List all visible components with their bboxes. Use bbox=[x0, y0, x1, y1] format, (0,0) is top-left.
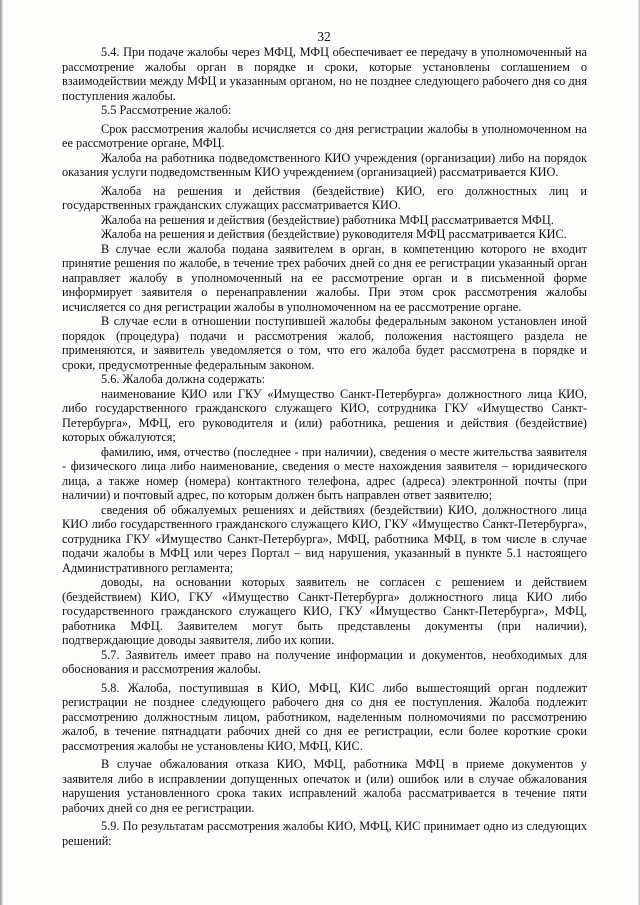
paragraph-5-5-heading: 5.5 Рассмотрение жалоб: bbox=[101, 103, 232, 117]
paragraph-subordinate-worker: Жалоба на работника подведомственного КИО учреждения (организации) либо на порядок оказания услуги подведомственным КИО учреждением (организацией) рассматривается КИО. bbox=[62, 150, 587, 179]
paragraph-5-7: 5.7. Заявитель имеет право на получение информации и документов, необходимых для обоснования и рассмотрения жалобы. bbox=[62, 647, 587, 676]
paragraph-redirect: В случае если жалоба подана заявителем в орган, в компетенцию которого не входит принятие решения по жалобе, в течение трех рабочих дней со дня ее регистрации указанный орган направляет жалобу в уполномоченный на ее рассмотрение орган и в письменной форме информирует заявителя о перенаправлении жалобы. При этом срок рассмотрения жалобы исчисляется со дня регистрации жалобы в уполномоченном на ее рассмотрение органе. bbox=[62, 241, 587, 314]
paragraph-federal-law: В случае если в отношении поступившей жалобы федеральным законом установлен иной порядок (процедура) подачи и рассмотрения жалоб, положения настоящего раздела не применяются, и заявитель уведомляется о том, что его жалоба будет рассмотрена в порядке и сроки, предусмотренные федеральным законом. bbox=[62, 314, 587, 372]
document-body bbox=[62, 45, 587, 848]
paragraph-review-term: Срок рассмотрения жалобы исчисляется со дня регистрации жалобы в уполномоченном на ее рассмотрение органе, МФЦ. bbox=[62, 121, 587, 150]
paragraph-mfc-worker: Жалоба на решения и действия (бездействие) работника МФЦ рассматривается МФЦ. bbox=[101, 212, 554, 227]
paragraph-applicant-details: фамилию, имя, отчество (последнее - при наличии), сведения о месте жительства заявителя - физического лица либо наименование, сведения о месте нахождения заявителя – юридического лица, а также номер (номера) контактного телефона, адрес (адреса) электронной почты (при наличии) и почтовый адрес, по которым должен быть направлен ответ заявителю; bbox=[62, 444, 587, 502]
paragraph-appealed-decisions: сведения об обжалуемых решениях и действиях (бездействии) КИО, должностного лица КИО либо государственного гражданского служащего КИО, ГКУ «Имущество Санкт-Петербурга», сотрудника ГКУ «Имущество Санкт-Петербурга», МФЦ, работника МФЦ, в том числе в случае подачи жалобы в МФЦ или через Портал – вид нарушения, указанный в пункте 5.1 настоящего Административного регламента; bbox=[62, 502, 587, 575]
paragraph-name-of-body: наименование КИО или ГКУ «Имущество Санкт-Петербурга» должностного лица КИО, либо государственного гражданского служащего КИО, сотрудника ГКУ «Имущество Санкт-Петербурга», МФЦ, его руководителя и (или) работника, решения и действия (бездействие) которых обжалуются; bbox=[62, 386, 587, 444]
paragraph-arguments: доводы, на основании которых заявитель не согласен с решением и действием (бездействием) КИО, ГКУ «Имущество Санкт-Петербурга» должностного лица КИО либо государственного гражданского служащего КИО, ГКУ «Имущество Санкт-Петербурга», МФЦ, работника МФЦ. Заявителем могут быть представлены документы (при наличии), подтверждающие доводы заявителя, либо их копии. bbox=[62, 575, 587, 647]
paragraph-mfc-head: Жалоба на решения и действия (бездействие) руководителя МФЦ рассматривается КИС. bbox=[101, 227, 567, 241]
page-number: 32 bbox=[317, 29, 331, 44]
paragraph-5-8: 5.8. Жалоба, поступившая в КИО, МФЦ, КИС либо вышестоящий орган подлежит регистрации не позднее следующего рабочего дня со дня ее поступления. Жалоба подлежит рассмотрению должностным лицом, работником, наделенным полномочиями по рассмотрению жалоб, в течение пятнадцати рабочих дней со дня ее регистрации, если более короткие сроки рассмотрения жалобы не установлены КИО, МФЦ, КИС. bbox=[62, 680, 587, 753]
scan-edge-left bbox=[0, 0, 3, 905]
paragraph-refusal-appeal: В случае обжалования отказа КИО, МФЦ, работника МФЦ в приеме документов у заявителя либо в исправлении допущенных опечаток и (или) ошибок или в случае обжалования нарушения установленного срока таких исправлений жалоба рассматривается в течение пяти рабочих дней со дня ее регистрации. bbox=[62, 757, 587, 815]
paragraph-5-4: 5.4. При подаче жалобы через МФЦ, МФЦ обеспечивает ее передачу в уполномоченный на рассмотрение жалобы орган в порядке и сроки, которые установлены соглашением о взаимодействии между МФЦ и указанным органом, но не позднее следующего рабочего дня со дня поступления жалобы. bbox=[62, 45, 587, 103]
paragraph-5-6-heading: 5.6. Жалоба должна содержать: bbox=[101, 372, 266, 386]
paragraph-5-9: 5.9. По результатам рассмотрения жалобы КИО, МФЦ, КИС принимает одно из следующих решений: bbox=[62, 819, 587, 848]
paragraph-kio-decisions: Жалоба на решения и действия (бездействие) КИО, его должностных лиц и государственных гражданских служащих рассматривается КИО. bbox=[62, 183, 587, 212]
